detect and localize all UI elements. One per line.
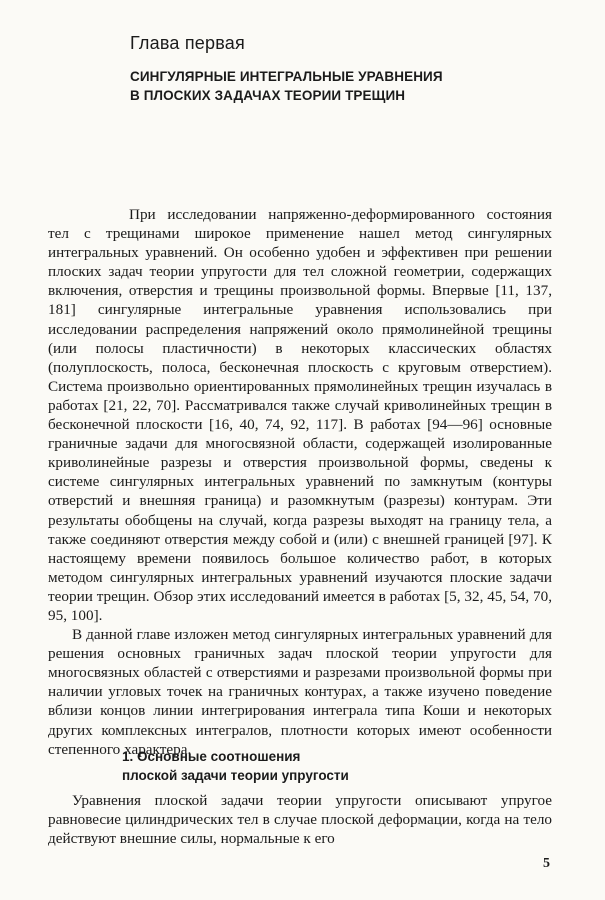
section-heading-line: 1. Основные соотношения — [122, 749, 301, 764]
paragraph: Уравнения плоской задачи теории упругости описывают упругое равновесие цилиндрических тел в случае плоской деформации, когда на тело действуют внешние силы, нормальные к его — [48, 792, 552, 848]
paragraph: При исследовании напряженно-деформированного состояния тел с трещинами широкое применение нашел метод сингулярных интегральных уравнений. Он особенно удобен и эффективен при решении плоских задач теории упругости для тел сложной геометрии, содержащих включения, отверстия и трещины произвольной формы. Впервые [11, 137, 181] сингулярные интегральные уравнения использовались при исследовании распределения напряжений около прямолинейной трещины (или полосы пластичности) в некоторых классических областях (полуплоскость, полоса, бесконечная плоскость с круговым отверстием). Система произвольно ориентированных прямолинейных трещин изучалась в работах [21, 22, 70]. Рассматривался также случай криволинейных трещин в бесконечной плоскости [16, 40, 74, 92, 117]. В работах [94—96] основные граничные задачи для многосвязной области, содержащей изолированные криволинейные разрезы и отверстия произвольной формы, сведены к системе сингулярных интегральных уравнений по замкнутым (контуры отверстий и внешняя граница) и разомкнутым (разрезы) контурам. Эти результаты обобщены на случай, когда разрезы выходят на границу тела, а также соединяют отверстия между собой и (или) с внешней границей [97]. К настоящему времени появилось большое количество работ, в которых методом сингулярных интегральных уравнений изучаются плоские задачи теории трещин. Обзор этих исследований имеется в работах [5, 32, 45, 54, 70, 95, 100]. — [48, 206, 552, 624]
page-number: 5 — [543, 856, 550, 871]
chapter-title — [130, 67, 443, 105]
chapter-intro-text — [48, 205, 552, 759]
chapter-title-line: СИНГУЛЯРНЫЕ ИНТЕГРАЛЬНЫЕ УРАВНЕНИЯ — [130, 69, 443, 84]
chapter-label: Глава первая — [130, 33, 245, 53]
section-heading-line: плоской задачи теории упругости — [122, 768, 349, 783]
paragraph: В данной главе изложен метод сингулярных интегральных уравнений для решения основных граничных задач плоской теории упругости для многосвязных областей с отверстиями и разрезами произвольной формы при наличии угловых точек на граничных контурах, а также изучено поведение вблизи концов линии интегрирования интеграла типа Коши и некоторых других комплексных интегралов, плотности которых имеют особенности степенного характера. — [48, 626, 552, 758]
chapter-title-line: В ПЛОСКИХ ЗАДАЧАХ ТЕОРИИ ТРЕЩИН — [130, 88, 406, 103]
section-heading — [122, 747, 349, 785]
section-text — [48, 791, 552, 848]
